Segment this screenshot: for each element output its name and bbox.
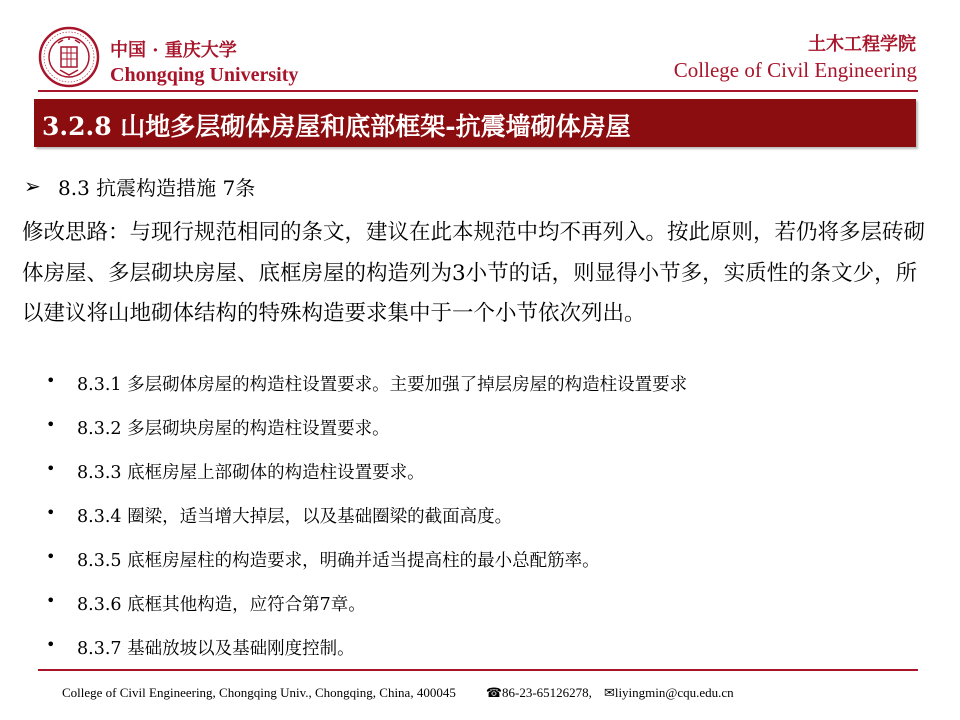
college-name-cn: 土木工程学院 bbox=[808, 34, 916, 55]
university-name-cn: 中国 · 重庆大学 bbox=[110, 40, 237, 61]
university-name-en: Chongqing University bbox=[110, 64, 299, 86]
footer-address: College of Civil Engineering, Chongqing Univ., Chongqing, China, 400045 bbox=[62, 685, 456, 700]
list-item-text: 8.3.3 底框房屋上部砌体的构造柱设置要求。 bbox=[77, 463, 425, 483]
bullet-icon: • bbox=[46, 635, 56, 654]
footer-email[interactable]: ✉liyingmin@cqu.edu.cn bbox=[603, 685, 734, 700]
list-item-text: 8.3.4 圈梁，适当增大掉层，以及基础圈梁的截面高度。 bbox=[77, 507, 513, 527]
college-name-en: College of Civil Engineering bbox=[673, 58, 917, 82]
slide-title: 3.2.8 山地多层砌体房屋和底部框架-抗震墙砌体房屋 bbox=[42, 112, 631, 141]
list-item-text: 8.3.1 多层砌体房屋的构造柱设置要求。主要加强了掉层房屋的构造柱设置要求 bbox=[77, 375, 688, 395]
bullet-icon: • bbox=[46, 547, 56, 566]
list-item-text: 8.3.7 基础放坡以及基础刚度控制。 bbox=[77, 639, 355, 659]
footer-phone: ☎86-23-65126278, bbox=[485, 685, 592, 700]
section-heading: 8.3 抗震构造措施 7条 bbox=[58, 176, 256, 200]
slide-title-bar bbox=[34, 99, 916, 147]
footer-divider bbox=[38, 669, 918, 671]
list-item-text: 8.3.5 底框房屋柱的构造要求，明确并适当提高柱的最小总配筋率。 bbox=[77, 551, 600, 571]
bullet-icon: • bbox=[46, 459, 56, 478]
bullet-icon: • bbox=[46, 415, 56, 434]
bullet-icon: • bbox=[46, 503, 56, 522]
arrow-bullet-icon: ➢ bbox=[24, 174, 41, 198]
revision-paragraph: 修改思路：与现行规范相同的条文，建议在此本规范中均不再列入。按此原则，若仍将多层砖砌体房屋、多层砌块房屋、底框房屋的构造列为3小节的话，则显得小节多，实质性的条文少，所以建议将山地砌体结构的特殊构造要求集中于一个小节依次列出。 bbox=[22, 220, 926, 326]
bullet-icon: • bbox=[46, 371, 56, 390]
header-divider bbox=[38, 90, 918, 92]
footer bbox=[62, 685, 734, 701]
list-item-text: 8.3.6 底框其他构造，应符合第7章。 bbox=[77, 595, 366, 615]
university-seal-icon bbox=[38, 26, 100, 88]
list-item-text: 8.3.2 多层砌块房屋的构造柱设置要求。 bbox=[77, 419, 390, 439]
bullet-icon: • bbox=[46, 591, 56, 610]
